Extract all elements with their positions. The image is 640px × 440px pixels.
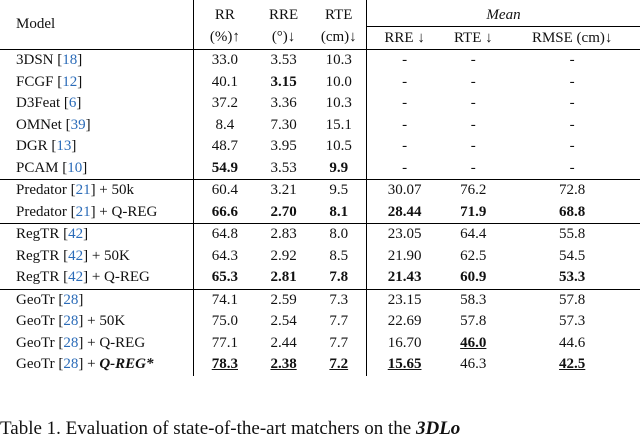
cell-rte: 10.0 [312, 72, 367, 94]
header-rre: RRE [256, 0, 312, 27]
cell-mrte: 76.2 [442, 180, 504, 202]
cell-rr: 40.1 [194, 72, 256, 94]
header-rte-unit: (cm)↓ [312, 27, 367, 50]
header-rre-unit: (°)↓ [256, 27, 312, 50]
citation-bracket: ] [83, 226, 88, 242]
cell-rre: 2.38 [256, 354, 312, 376]
cell-rr: 37.2 [194, 93, 256, 115]
model-name-cell [0, 180, 194, 202]
cell-mrte: 60.9 [442, 267, 504, 289]
cell-mrre: - [367, 50, 443, 72]
cell-mrte: - [442, 93, 504, 115]
table-row [0, 224, 640, 246]
citation-bracket: ] + 50k [91, 182, 134, 198]
cell-rre: 2.70 [256, 202, 312, 224]
cell-mrre: - [367, 158, 443, 180]
cell-mrmse: 42.5 [504, 354, 640, 376]
model-name-cell [0, 72, 194, 94]
model-variant-emphasis: Q-REG* [99, 356, 153, 372]
cell-mrte: 57.8 [442, 311, 504, 333]
cell-mrre: 30.07 [367, 180, 443, 202]
citation-link[interactable]: 28 [63, 335, 78, 351]
table-row [0, 202, 640, 224]
cell-rre: 2.44 [256, 333, 312, 355]
cell-rre: 3.15 [256, 72, 312, 94]
cell-mrre: - [367, 136, 443, 158]
model-name-cell [0, 136, 194, 158]
model-name: FCGF [ [16, 74, 62, 90]
table-row [0, 354, 640, 376]
model-name-cell [0, 93, 194, 115]
cell-mrte: 46.0 [442, 333, 504, 355]
table-row [0, 50, 640, 72]
citation-link[interactable]: 42 [68, 248, 83, 264]
cell-rte: 10.3 [312, 50, 367, 72]
model-name-cell [0, 333, 194, 355]
table-row [0, 333, 640, 355]
cell-rr: 64.8 [194, 224, 256, 246]
header-rr-unit: (%)↑ [194, 27, 256, 50]
header-rte: RTE [312, 0, 367, 27]
caption-emphasis: 3DLo [416, 418, 460, 439]
header-mean-rre: RRE ↓ [367, 27, 443, 50]
cell-mrre: 23.15 [367, 289, 443, 311]
cell-mrmse: - [504, 93, 640, 115]
cell-mrmse: 44.6 [504, 333, 640, 355]
cell-mrre: - [367, 115, 443, 137]
header-model: Model [0, 0, 194, 50]
header-mean-rmse: RMSE (cm)↓ [504, 27, 640, 50]
citation-bracket: ] + 50K [78, 313, 125, 329]
cell-mrmse: 54.5 [504, 246, 640, 268]
cell-rre: 3.21 [256, 180, 312, 202]
cell-rte: 9.5 [312, 180, 367, 202]
cell-mrmse: - [504, 72, 640, 94]
citation-bracket: ] + 50K [83, 248, 130, 264]
cell-mrte: - [442, 115, 504, 137]
cell-rte: 7.2 [312, 354, 367, 376]
cell-rr: 78.3 [194, 354, 256, 376]
cell-rte: 10.3 [312, 93, 367, 115]
citation-link[interactable]: 21 [76, 204, 91, 220]
citation-link[interactable]: 12 [62, 74, 77, 90]
cell-rr: 66.6 [194, 202, 256, 224]
cell-rre: 3.36 [256, 93, 312, 115]
cell-rre: 2.59 [256, 289, 312, 311]
citation-link[interactable]: 21 [76, 182, 91, 198]
citation-link[interactable]: 42 [68, 269, 83, 285]
cell-mrte: 62.5 [442, 246, 504, 268]
cell-mrre: 21.90 [367, 246, 443, 268]
citation-bracket: ] [86, 117, 91, 133]
model-name: DGR [ [16, 138, 56, 154]
cell-rr: 64.3 [194, 246, 256, 268]
cell-mrmse: 68.8 [504, 202, 640, 224]
model-name-cell [0, 267, 194, 289]
citation-bracket: ] [77, 74, 82, 90]
cell-rte: 8.0 [312, 224, 367, 246]
cell-mrte: - [442, 50, 504, 72]
cell-rr: 60.4 [194, 180, 256, 202]
cell-mrmse: 57.3 [504, 311, 640, 333]
cell-mrmse: 72.8 [504, 180, 640, 202]
cell-rte: 7.7 [312, 333, 367, 355]
citation-link[interactable]: 28 [63, 292, 78, 308]
cell-rre: 2.81 [256, 267, 312, 289]
model-name: Predator [ [16, 182, 76, 198]
model-name: GeoTr [ [16, 335, 63, 351]
model-name-cell [0, 246, 194, 268]
cell-rr: 65.3 [194, 267, 256, 289]
cell-rre: 3.95 [256, 136, 312, 158]
cell-mrmse: - [504, 115, 640, 137]
cell-rte: 8.5 [312, 246, 367, 268]
cell-rte: 7.3 [312, 289, 367, 311]
cell-rre: 2.54 [256, 311, 312, 333]
model-name: GeoTr [ [16, 292, 63, 308]
citation-link[interactable]: 28 [63, 313, 78, 329]
cell-rte: 8.1 [312, 202, 367, 224]
table-row [0, 72, 640, 94]
cell-mrre: 21.43 [367, 267, 443, 289]
cell-rre: 7.30 [256, 115, 312, 137]
cell-mrre: 16.70 [367, 333, 443, 355]
table-row [0, 158, 640, 180]
model-name: GeoTr [ [16, 313, 63, 329]
citation-bracket: ] + Q-REG [78, 335, 145, 351]
cell-rte: 7.8 [312, 267, 367, 289]
table-row [0, 289, 640, 311]
cell-mrte: 71.9 [442, 202, 504, 224]
cell-rre: 2.83 [256, 224, 312, 246]
model-name-cell [0, 354, 194, 376]
table-row [0, 311, 640, 333]
citation-bracket: ] + Q-REG [91, 204, 158, 220]
citation-bracket: ] + Q-REG [83, 269, 150, 285]
cell-rte: 15.1 [312, 115, 367, 137]
cell-mrre: - [367, 93, 443, 115]
header-mean [367, 0, 640, 27]
cell-mrte: 64.4 [442, 224, 504, 246]
model-name: Predator [ [16, 204, 76, 220]
cell-rr: 75.0 [194, 311, 256, 333]
cell-mrmse: 57.8 [504, 289, 640, 311]
cell-mrmse: - [504, 50, 640, 72]
citation-link[interactable]: 42 [68, 226, 83, 242]
model-name-cell [0, 289, 194, 311]
cell-mrmse: - [504, 136, 640, 158]
model-name: D3Feat [ [16, 95, 69, 111]
model-name-cell [0, 224, 194, 246]
table-body [0, 50, 640, 376]
header-rr: RR [194, 0, 256, 27]
model-name: PCAM [ [16, 160, 67, 176]
cell-mrte: - [442, 136, 504, 158]
header-mean-label: Mean [486, 7, 520, 23]
cell-rr: 48.7 [194, 136, 256, 158]
model-name: OMNet [ [16, 117, 71, 133]
citation-link[interactable]: 39 [71, 117, 86, 133]
citation-bracket: ] [76, 95, 81, 111]
cell-rre: 3.53 [256, 158, 312, 180]
cell-mrre: 28.44 [367, 202, 443, 224]
citation-link[interactable]: 13 [56, 138, 71, 154]
citation-link[interactable]: 6 [69, 95, 77, 111]
model-name-cell [0, 202, 194, 224]
cell-mrmse: - [504, 158, 640, 180]
model-name: GeoTr [ [16, 356, 63, 372]
model-name-cell [0, 50, 194, 72]
header-mean-rte: RTE ↓ [442, 27, 504, 50]
cell-mrte: 58.3 [442, 289, 504, 311]
cell-mrre: 15.65 [367, 354, 443, 376]
citation-link[interactable]: 18 [62, 52, 77, 68]
table-row [0, 267, 640, 289]
table-caption [0, 418, 460, 440]
citation-link[interactable]: 28 [63, 356, 78, 372]
cell-rte: 7.7 [312, 311, 367, 333]
cell-rr: 77.1 [194, 333, 256, 355]
cell-rr: 8.4 [194, 115, 256, 137]
model-name-cell [0, 158, 194, 180]
model-name: RegTR [ [16, 226, 68, 242]
table-row [0, 246, 640, 268]
cell-mrmse: 53.3 [504, 267, 640, 289]
cell-rte: 10.5 [312, 136, 367, 158]
header-row-1 [0, 0, 640, 27]
citation-bracket: ] [78, 292, 83, 308]
table-row [0, 136, 640, 158]
model-name-cell [0, 311, 194, 333]
citation-bracket: ] [77, 52, 82, 68]
cell-mrmse: 55.8 [504, 224, 640, 246]
cell-mrte: - [442, 158, 504, 180]
model-name: RegTR [ [16, 248, 68, 264]
model-name: RegTR [ [16, 269, 68, 285]
cell-mrre: - [367, 72, 443, 94]
model-name-cell [0, 115, 194, 137]
model-name: 3DSN [ [16, 52, 62, 68]
table-row [0, 115, 640, 137]
cell-rr: 33.0 [194, 50, 256, 72]
cell-rre: 2.92 [256, 246, 312, 268]
cell-rr: 54.9 [194, 158, 256, 180]
citation-link[interactable]: 10 [67, 160, 82, 176]
cell-mrte: 46.3 [442, 354, 504, 376]
cell-mrte: - [442, 72, 504, 94]
citation-bracket: ] [71, 138, 76, 154]
table-row [0, 180, 640, 202]
cell-mrre: 23.05 [367, 224, 443, 246]
cell-rre: 3.53 [256, 50, 312, 72]
caption-text: Table 1. Evaluation of state-of-the-art matchers on the [0, 418, 416, 439]
citation-bracket: ] + [78, 356, 99, 372]
cell-mrre: 22.69 [367, 311, 443, 333]
cell-rr: 74.1 [194, 289, 256, 311]
cell-rte: 9.9 [312, 158, 367, 180]
citation-bracket: ] [82, 160, 87, 176]
table-row [0, 93, 640, 115]
